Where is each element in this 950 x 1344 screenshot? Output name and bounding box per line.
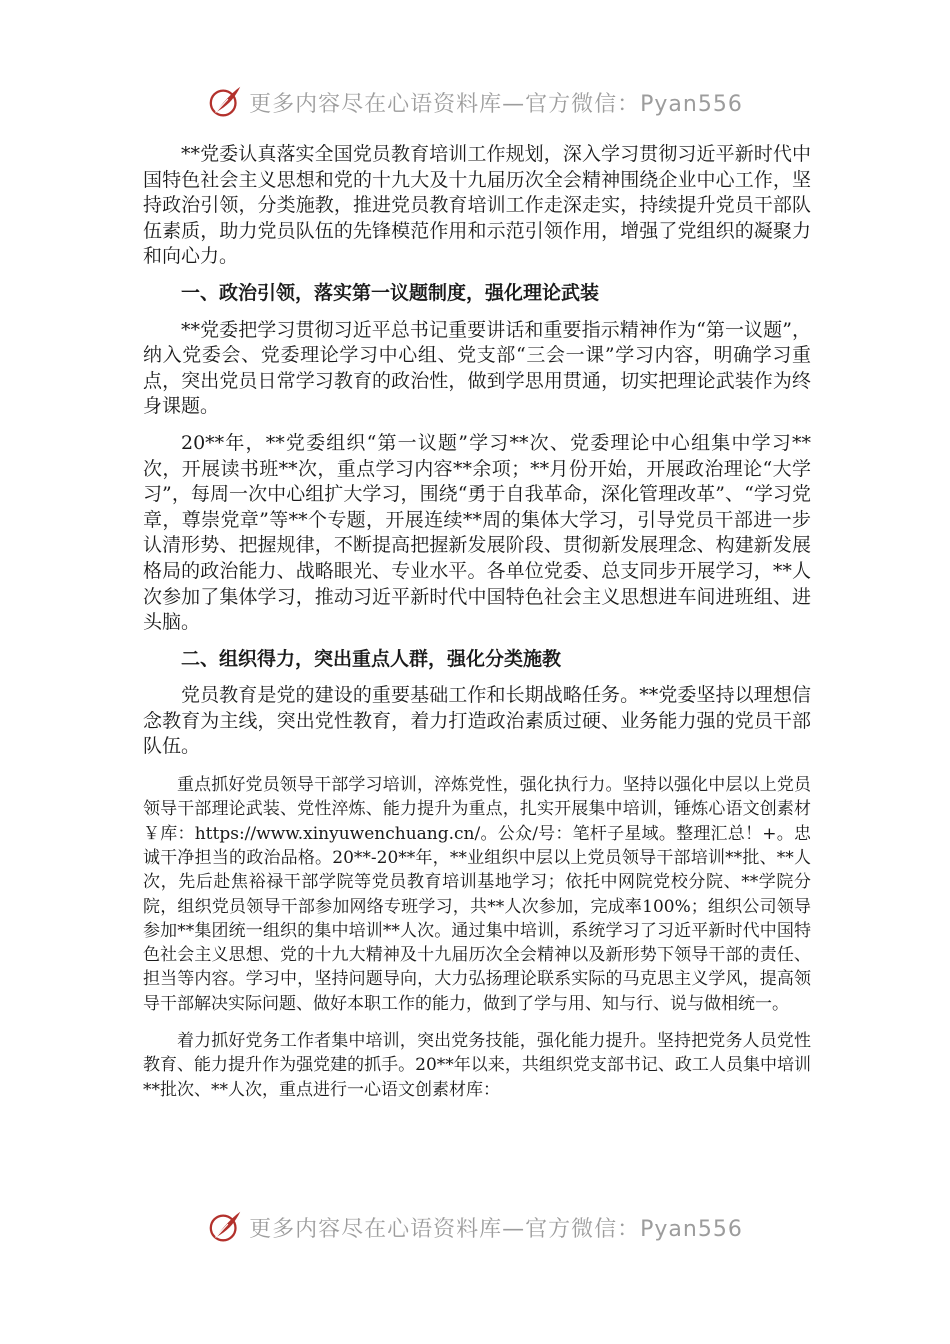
section-heading-2: 二、组织得力，突出重点人群，强化分类施教: [181, 647, 562, 670]
footer-banner: [0, 1207, 950, 1247]
paragraph-education-mainline: 党员教育是党的建设的重要基础工作和长期战略任务。**党委坚持以理想信念教育为主线，突出党性教育，着力打造政治素质过硬、业务能力强的党员干部队伍。: [143, 684, 811, 758]
paragraph-first-topic: **党委把学习贯彻习近平总书记重要讲话和重要指示精神作为“第一议题”，纳入党委会、党委理论学习中心组、党支部“三会一课”学习内容，明确学习重点，突出党员日常学习教育的政治性，做到学思用贯通，切实把理论武装作为终身课题。: [143, 318, 811, 418]
banner-text: 更多内容尽在心语资料库—官方微信：Pyan556: [249, 1216, 743, 1242]
paragraph-leader-training: 重点抓好党员领导干部学习培训，淬炼党性，强化执行力。坚持以强化中层以上党员领导干部理论武装、党性淬炼、能力提升为重点，扎实开展集中培训，锤炼心语文创素材￥库：https://www.xinyuwenchuang.cn/。公众/号：笔杆子星域。整理汇总！+。忠诚干净担当的政治品格。20**-20**年，**业组织中层以上党员领导干部培训**批、**人次，先后赴焦裕禄干部学院等党员教育培训基地学习；依托中网院党校分院、**学院分院，组织党员领导干部参加网络专班学习，共**人次参加，完成率100%；组织公司领导参加**集团统一组织的集中培训**人次。通过集中培训，系统学习了习近平新时代中国特色社会主义思想、党的十九大精神及十九届历次全会精神以及新形势下领导干部的责任、担当等内容。学习中，坚持问题导向，大力弘扬理论联系实际的马克思主义学风，提高领导干部解决实际问题、做好本职工作的能力，做到了学与用、知与行、说与做相统一。: [143, 775, 811, 1014]
paragraph-party-affairs-training: 着力抓好党务工作者集中培训，突出党务技能，强化能力提升。坚持把党务人员党性教育、能力提升作为强党建的抓手。20**年以来，共组织党支部书记、政工人员集中培训**批次、**人次，重点进行一心语文创素材库：: [143, 1031, 811, 1100]
paragraph-study-stats: 20**年，**党委组织“第一议题”学习**次、党委理论中心组集中学习**次，开展读书班**次，重点学习内容**余项；**月份开始，开展政治理论“大学习”，每周一次中心组扩大学习，围绕“勇于自我革命，深化管理改革”、“学习党章，尊崇党章”等**个专题，开展连续**周的集体大学习，引导党员干部进一步认清形势、把握规律，不断提高把握新发展阶段、贯彻新发展理念、构建新发展格局的政治能力、战略眼光、专业水平。各单位党委、总支同步开展学习，**人次参加了集体学习，推动习近平新时代中国特色社会主义思想进车间进班组、进头脑。: [143, 431, 811, 634]
header-banner: [0, 82, 950, 122]
feather-pen-circle-icon: [207, 83, 245, 121]
section-heading-1: 一、政治引领，落实第一议题制度，强化理论武装: [181, 281, 600, 304]
intro-paragraph: **党委认真落实全国党员教育培训工作规划，深入学习贯彻习近平新时代中国特色社会主义思想和党的十九大及十九届历次全会精神围绕企业中心工作，坚持政治引领，分类施教，推进党员教育培训工作走深走实，持续提升党员干部队伍素质，助力党员队伍的先锋模范作用和示范引领作用，增强了党组织的凝聚力和向心力。: [143, 143, 811, 268]
banner-text: 更多内容尽在心语资料库—官方微信：Pyan556: [249, 91, 743, 117]
document-body: [143, 142, 811, 1102]
feather-pen-circle-icon: [207, 1208, 245, 1246]
